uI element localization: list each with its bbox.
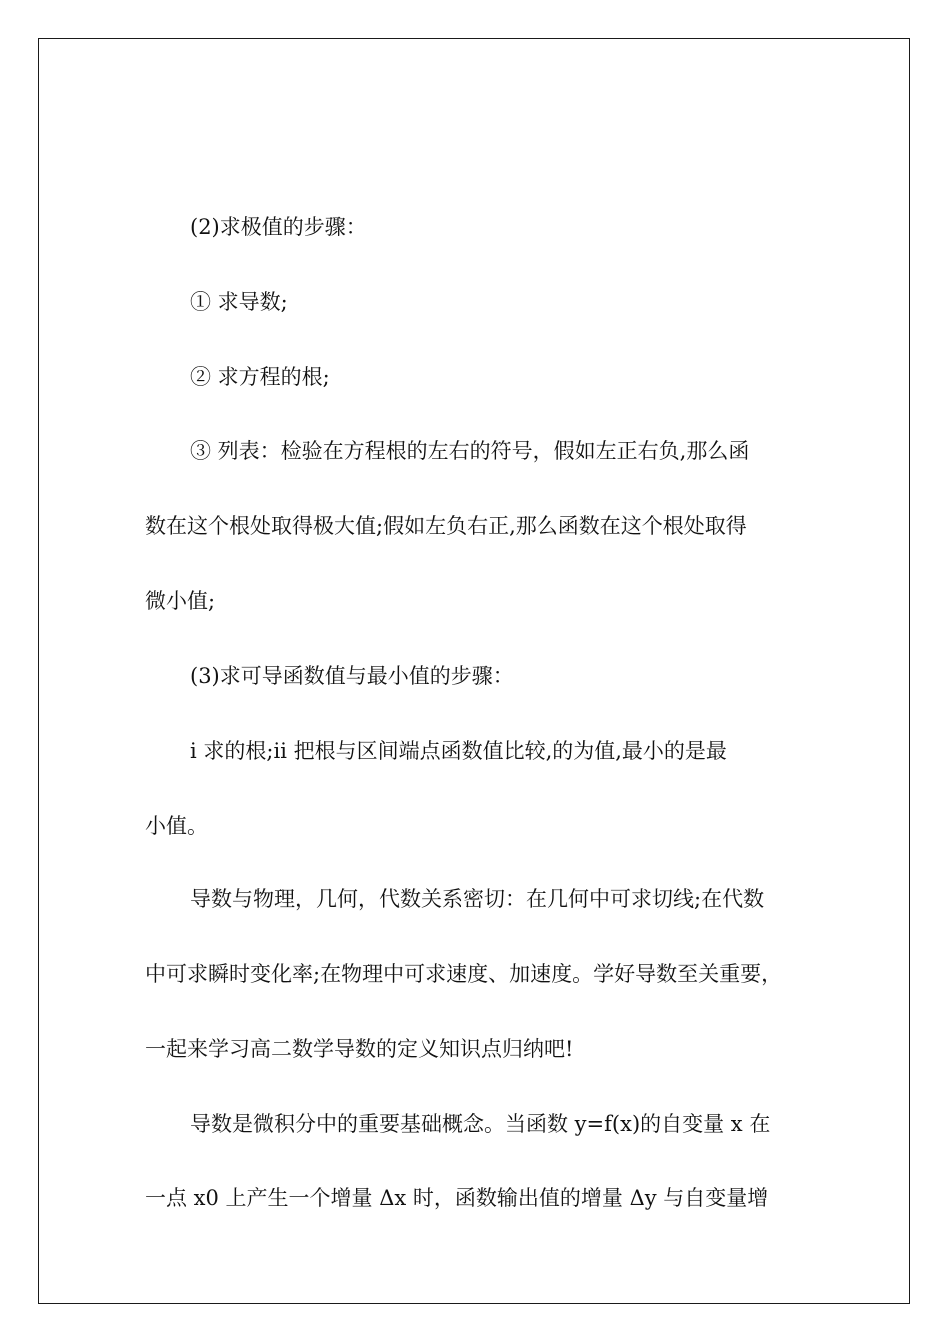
heading-extremum-steps: (2)求极值的步骤：	[190, 215, 367, 239]
paragraph-definition-line-2: 一点 x0 上产生一个增量 Δx 时，函数输出值的增量 Δy 与自变量增	[145, 1186, 769, 1210]
step-1-derivative: ① 求导数;	[190, 290, 288, 314]
step-3-table-line-1: ③ 列表：检验在方程根的左右的符号，假如左正右负,那么函	[190, 439, 750, 463]
paragraph-relations-line-2: 中可求瞬时变化率;在物理中可求速度、加速度。学好导数至关重要，	[145, 962, 783, 986]
step-2-roots: ② 求方程的根;	[190, 365, 330, 389]
max-min-steps-line-2: 小值。	[145, 814, 208, 838]
heading-max-min-steps: (3)求可导函数值与最小值的步骤：	[190, 664, 514, 688]
step-3-table-line-2: 数在这个根处取得极大值;假如左负右正,那么函数在这个根处取得	[145, 514, 747, 538]
max-min-steps-line-1: ⅰ 求的根;ⅱ 把根与区间端点函数值比较,的为值,最小的是最	[190, 739, 727, 763]
paragraph-relations-line-1: 导数与物理，几何，代数关系密切：在几何中可求切线;在代数	[190, 887, 765, 911]
step-3-table-line-3: 微小值;	[145, 589, 216, 613]
paragraph-definition-line-1: 导数是微积分中的重要基础概念。当函数 y=f(x)的自变量 x 在	[190, 1112, 771, 1136]
paragraph-relations-line-3: 一起来学习高二数学导数的定义知识点归纳吧!	[145, 1037, 574, 1061]
